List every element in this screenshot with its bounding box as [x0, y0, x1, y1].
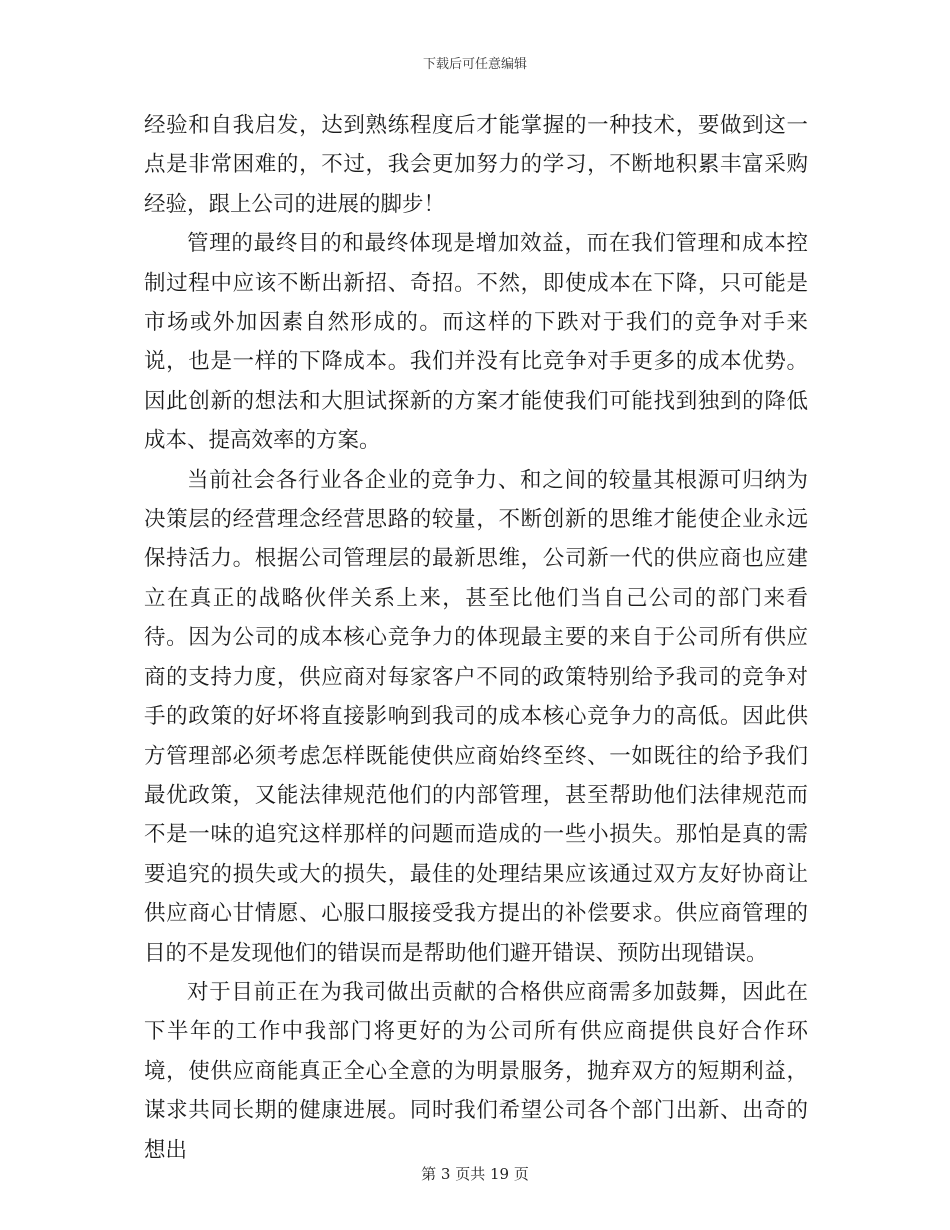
- document-body: [144, 106, 808, 1170]
- paragraph-continuation: 经验和自我启发，达到熟练程度后才能掌握的一种技术，要做到这一点是非常困难的，不过，我会更加努力的学习，不断地积累丰富采购经验，跟上公司的进展的脚步！: [144, 113, 808, 217]
- paragraph-management-goal: 管理的最终目的和最终体现是增加效益，而在我们管理和成本控制过程中应该不断出新招、奇招。不然，即使成本在下降，只可能是市场或外加因素自然形成的。而这样的下跌对于我们的竞争对手来说，也是一样的下降成本。我们并没有比竞争对手更多的成本优势。因此创新的想法和大胆试探新的方案才能使我们可能找到独到的降低成本、提高效率的方案。: [144, 231, 808, 454]
- paragraph-competition: 当前社会各行业各企业的竞争力、和之间的较量其根源可归纳为决策层的经营理念经营思路的较量，不断创新的思维才能使企业永远保持活力。根据公司管理层的最新思维，公司新一代的供应商也应建立在真正的战略伙伴关系上来，甚至比他们当自己公司的部门来看待。因为公司的成本核心竞争力的体现最主要的来自于公司所有供应商的支持力度，供应商对每家客户不同的政策特别给予我司的竞争对手的政策的好坏将直接影响到我司的成本核心竞争力的高低。因此供方管理部必须考虑怎样既能使供应商始终至终、一如既往的给予我们最优政策，又能法律规范他们的内部管理，甚至帮助他们法律规范而不是一味的追究这样那样的问题而造成的一些小损失。那怕是真的需要追究的损失或大的损失，最佳的处理结果应该通过双方友好协商让供应商心甘情愿、心服口服接受我方提出的补偿要求。供应商管理的目的不是发现他们的错误而是帮助他们避开错误、预防出现错误。: [144, 467, 808, 966]
- page-header: 下载后可任意编辑: [422, 57, 527, 72]
- page-number-footer: 第 3 页共 19 页: [421, 1165, 529, 1183]
- paragraph-supplier-encouragement: 对于目前正在为我司做出贡献的合格供应商需多加鼓舞，因此在下半年的工作中我部门将更好的为公司所有供应商提供良好合作环境，使供应商能真正全心全意的为明景服务，抛弃双方的短期利益，谋求共同长期的健康进展。同时我们希望公司各个部门出新、出奇的想出: [144, 979, 808, 1163]
